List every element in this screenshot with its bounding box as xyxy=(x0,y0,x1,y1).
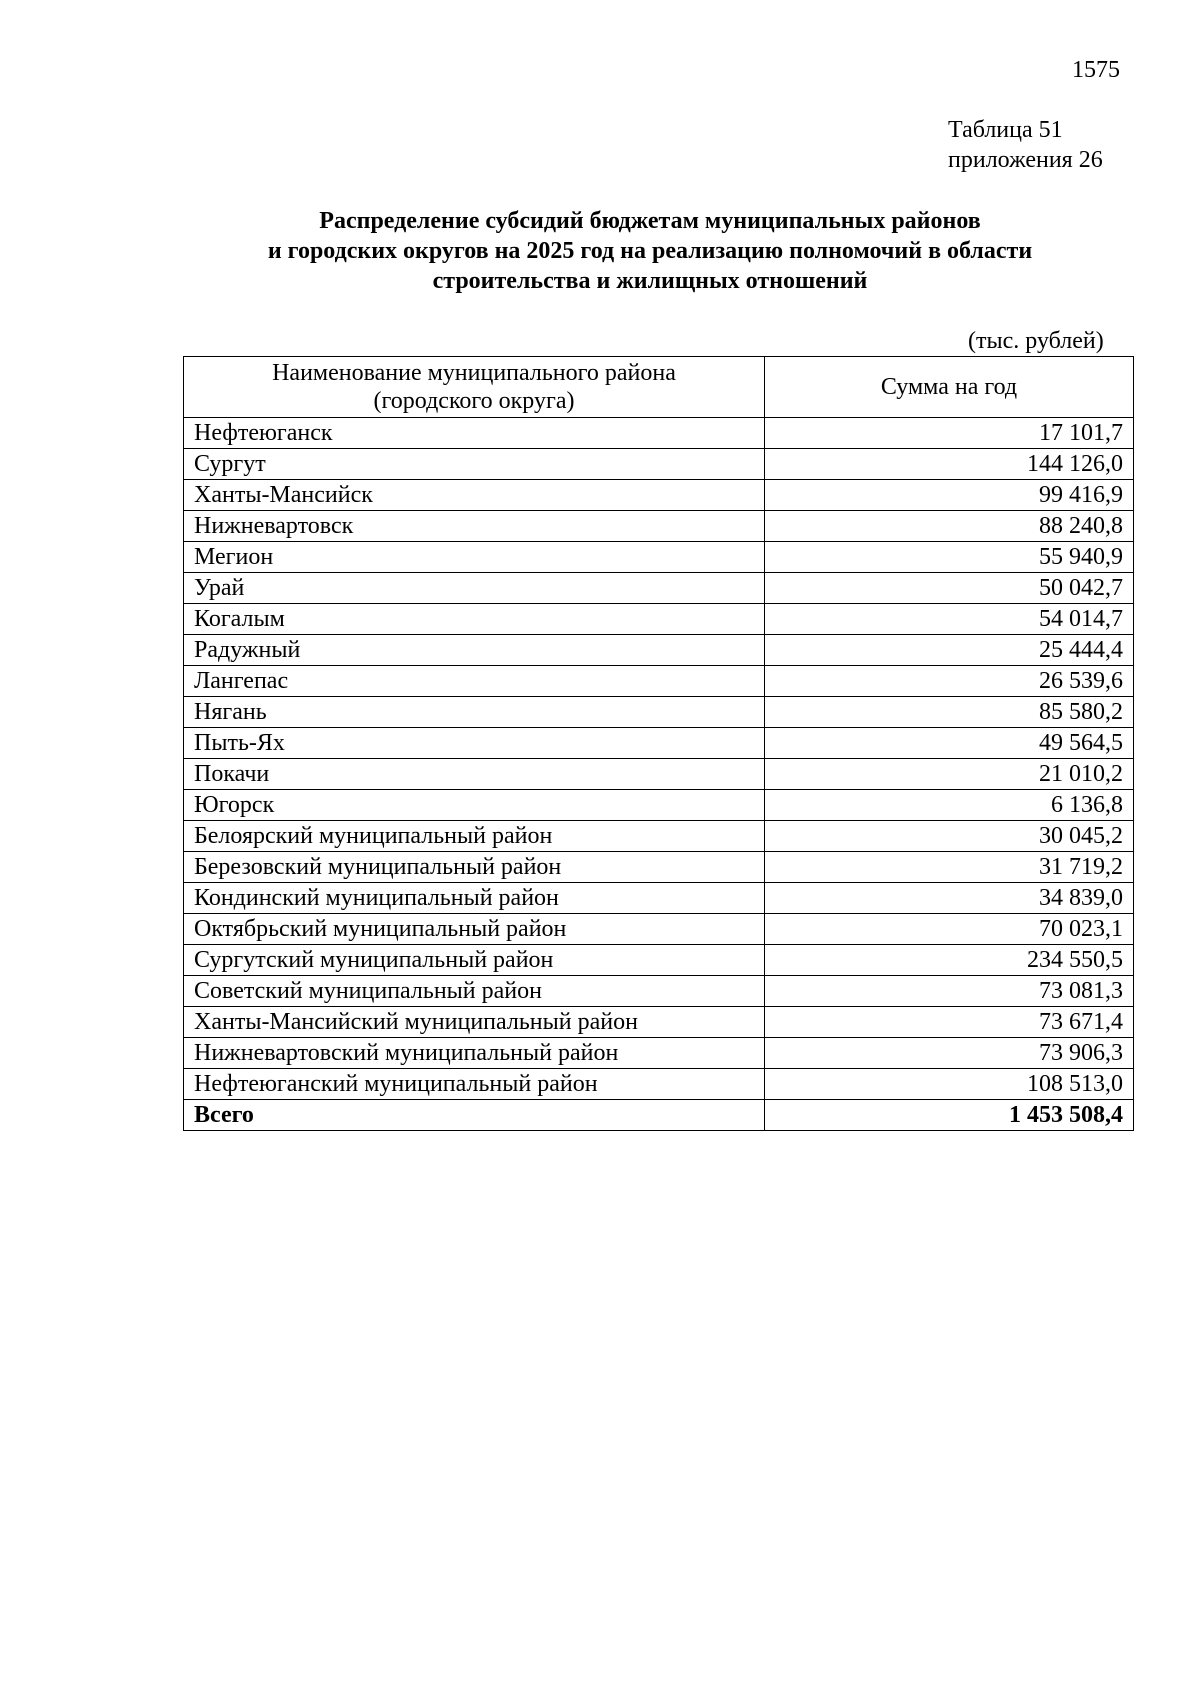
units-label: (тыс. рублей) xyxy=(968,328,1104,354)
document-title xyxy=(180,206,1120,296)
table-row xyxy=(184,697,1134,728)
table-row xyxy=(184,573,1134,604)
row-name-cell: Нижневартовск xyxy=(184,511,765,542)
row-name-cell: Белоярский муниципальный район xyxy=(184,821,765,852)
document-title-line-3: строительства и жилищных отношений xyxy=(432,268,868,294)
row-sum-cell: 85 580,2 xyxy=(765,697,1134,728)
row-name-cell: Советский муниципальный район xyxy=(184,976,765,1007)
table-row xyxy=(184,449,1134,480)
row-sum-cell: 17 101,7 xyxy=(765,418,1134,449)
row-sum-cell: 21 010,2 xyxy=(765,759,1134,790)
table-row xyxy=(184,604,1134,635)
row-sum-cell: 108 513,0 xyxy=(765,1069,1134,1100)
row-name-cell: Ханты-Мансийск xyxy=(184,480,765,511)
total-name-cell: Всего xyxy=(184,1100,765,1131)
row-name-cell: Нефтеюганский муниципальный район xyxy=(184,1069,765,1100)
page-number: 1575 xyxy=(1072,57,1120,83)
row-sum-cell: 50 042,7 xyxy=(765,573,1134,604)
row-name-cell: Сургут xyxy=(184,449,765,480)
total-row xyxy=(184,1100,1134,1131)
table-row xyxy=(184,480,1134,511)
table-row xyxy=(184,418,1134,449)
row-name-cell: Октябрьский муниципальный район xyxy=(184,914,765,945)
table-row xyxy=(184,542,1134,573)
row-sum-cell: 54 014,7 xyxy=(765,604,1134,635)
table-row xyxy=(184,511,1134,542)
table-row xyxy=(184,728,1134,759)
table-row xyxy=(184,883,1134,914)
table-row xyxy=(184,1038,1134,1069)
row-sum-cell: 55 940,9 xyxy=(765,542,1134,573)
row-name-cell: Покачи xyxy=(184,759,765,790)
row-name-cell: Мегион xyxy=(184,542,765,573)
header-name-line-2: (городского округа) xyxy=(373,388,575,414)
document-title-line-1: Распределение субсидий бюджетам муниципальных районов xyxy=(319,208,981,234)
row-name-cell: Нягань xyxy=(184,697,765,728)
row-sum-cell: 26 539,6 xyxy=(765,666,1134,697)
row-name-cell: Югорск xyxy=(184,790,765,821)
table-reference-line-2: приложения 26 xyxy=(948,147,1103,173)
row-name-cell: Нижневартовский муниципальный район xyxy=(184,1038,765,1069)
table-row xyxy=(184,1069,1134,1100)
row-name-cell: Лангепас xyxy=(184,666,765,697)
table-body xyxy=(184,418,1134,1131)
row-name-cell: Нефтеюганск xyxy=(184,418,765,449)
total-sum-cell: 1 453 508,4 xyxy=(765,1100,1134,1131)
header-name-line-1: Наименование муниципального района xyxy=(272,360,676,386)
row-sum-cell: 73 906,3 xyxy=(765,1038,1134,1069)
row-sum-cell: 73 671,4 xyxy=(765,1007,1134,1038)
row-sum-cell: 31 719,2 xyxy=(765,852,1134,883)
table-row xyxy=(184,852,1134,883)
header-sum-cell: Сумма на год xyxy=(765,357,1134,418)
table-row xyxy=(184,635,1134,666)
row-name-cell: Когалым xyxy=(184,604,765,635)
row-name-cell: Радужный xyxy=(184,635,765,666)
table-row xyxy=(184,914,1134,945)
row-sum-cell: 30 045,2 xyxy=(765,821,1134,852)
table-row xyxy=(184,759,1134,790)
row-sum-cell: 6 136,8 xyxy=(765,790,1134,821)
table-row xyxy=(184,821,1134,852)
table-row xyxy=(184,945,1134,976)
row-sum-cell: 25 444,4 xyxy=(765,635,1134,666)
row-name-cell: Пыть-Ях xyxy=(184,728,765,759)
row-sum-cell: 99 416,9 xyxy=(765,480,1134,511)
row-name-cell: Урай xyxy=(184,573,765,604)
table-header-row xyxy=(184,357,1134,418)
row-sum-cell: 234 550,5 xyxy=(765,945,1134,976)
table-row xyxy=(184,790,1134,821)
row-sum-cell: 88 240,8 xyxy=(765,511,1134,542)
table-row xyxy=(184,666,1134,697)
row-name-cell: Сургутский муниципальный район xyxy=(184,945,765,976)
table-row xyxy=(184,976,1134,1007)
distribution-table xyxy=(183,356,1134,1131)
row-name-cell: Ханты-Мансийский муниципальный район xyxy=(184,1007,765,1038)
row-sum-cell: 144 126,0 xyxy=(765,449,1134,480)
table-reference-line-1: Таблица 51 xyxy=(948,117,1063,143)
row-sum-cell: 34 839,0 xyxy=(765,883,1134,914)
row-sum-cell: 73 081,3 xyxy=(765,976,1134,1007)
row-name-cell: Кондинский муниципальный район xyxy=(184,883,765,914)
table-reference xyxy=(948,115,1103,175)
header-name-cell xyxy=(184,357,765,418)
row-sum-cell: 49 564,5 xyxy=(765,728,1134,759)
table-row xyxy=(184,1007,1134,1038)
row-name-cell: Березовский муниципальный район xyxy=(184,852,765,883)
row-sum-cell: 70 023,1 xyxy=(765,914,1134,945)
document-title-line-2: и городских округов на 2025 год на реализацию полномочий в области xyxy=(267,238,1033,264)
